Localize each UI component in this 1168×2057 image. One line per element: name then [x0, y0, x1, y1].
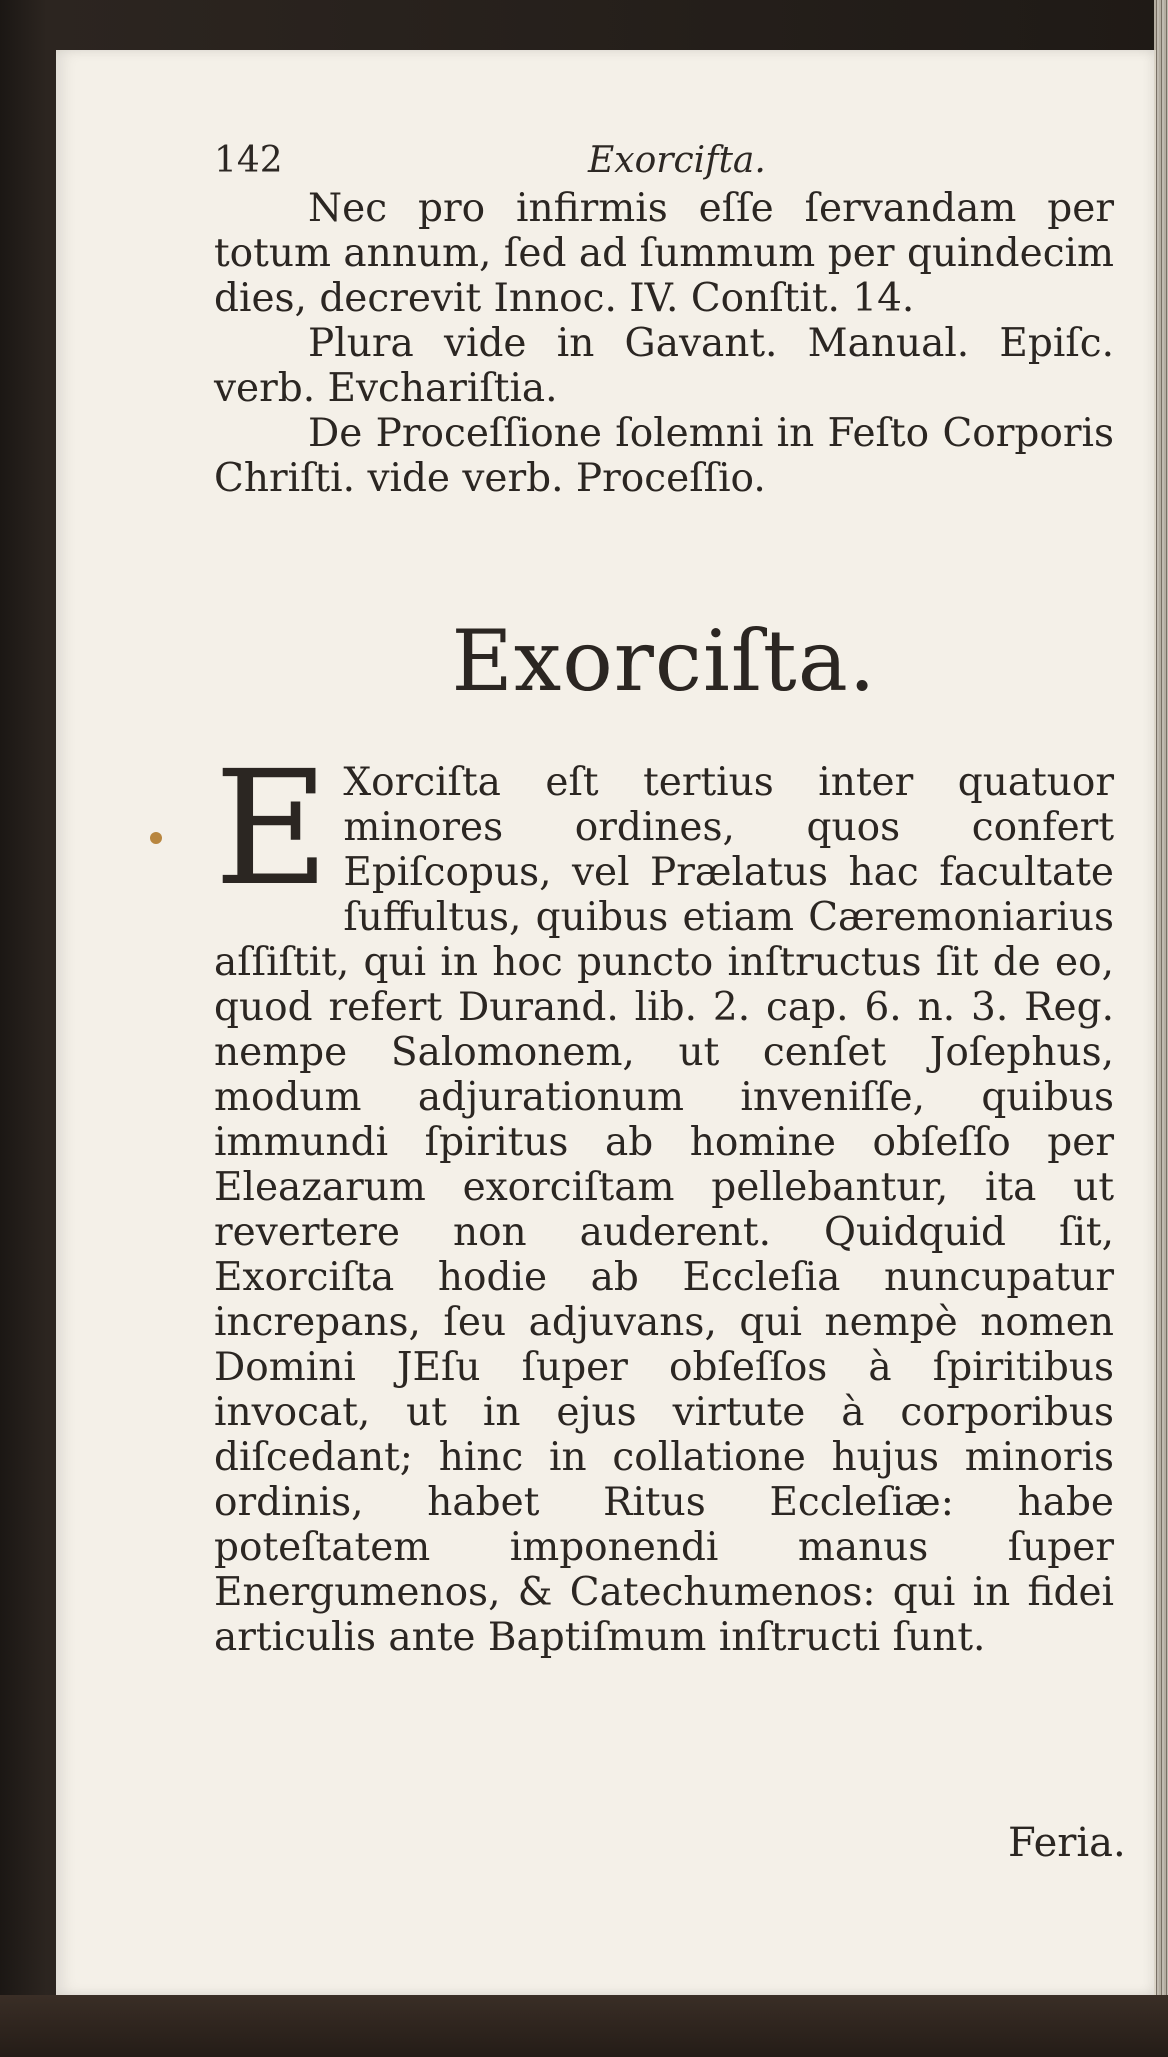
- page-edge: [1154, 0, 1168, 2057]
- entry-title: Exorciſta.: [451, 612, 877, 710]
- catchword: Feria.: [1008, 1820, 1126, 1866]
- drop-cap: E: [214, 737, 330, 921]
- ink-mark: [150, 832, 162, 844]
- running-head: [214, 140, 1104, 190]
- running-headword: Exorcifta.: [588, 140, 766, 181]
- continuation-text: [214, 186, 1114, 501]
- page-number: 142: [214, 140, 283, 181]
- entry-text: Xorciſta eſt tertius inter quatuor minores ordines, quos confert Epiſcopus, vel Prælatus hac facultate ſuffultus, quibus etiam Cæremoniarius aſſiſtit, qui in hoc puncto inſtructus ſit de eo, quod refert Durand. lib. 2. cap. 6. n. 3. Reg. nempe Salomonem, ut cenſet Joſephus, modum adjurationum inveniſſe, quibus immundi ſpiritus ab homine obſeſſo per Eleazarum exorciſtam pellebantur, ita ut revertere non auderent. Quidquid ſit, Exorciſta hodie ab Eccleſia nuncupatur increpans, ſeu adjuvans, qui nempè nomen Domini JEſu ſuper obſeſſos à ſpiritibus invocat, ut in ejus virtute à corporibus diſcedant; hinc in collatione hujus minoris ordinis, habet Ritus Eccleſiæ: habe poteſtatem imponendi manus ſuper Energumenos, & Catechumenos: qui in fidei articulis ante Baptiſmum inſtructi ſunt.: [214, 760, 1114, 1660]
- paragraph: De Proceſſione ſolemni in Feſto Corporis Chriſti. vide verb. Proceſſio.: [214, 411, 1114, 501]
- entry-body: [214, 737, 1114, 1660]
- book-shadow: [0, 1995, 1168, 2057]
- paragraph: Plura vide in Gavant. Manual. Epiſc. verb. Evchariſtia.: [214, 321, 1114, 411]
- paragraph: Nec pro infirmis eſſe ſervandam per totum annum, ſed ad ſummum per quindecim dies, decrevit Innoc. IV. Conſtit. 14.: [214, 186, 1114, 321]
